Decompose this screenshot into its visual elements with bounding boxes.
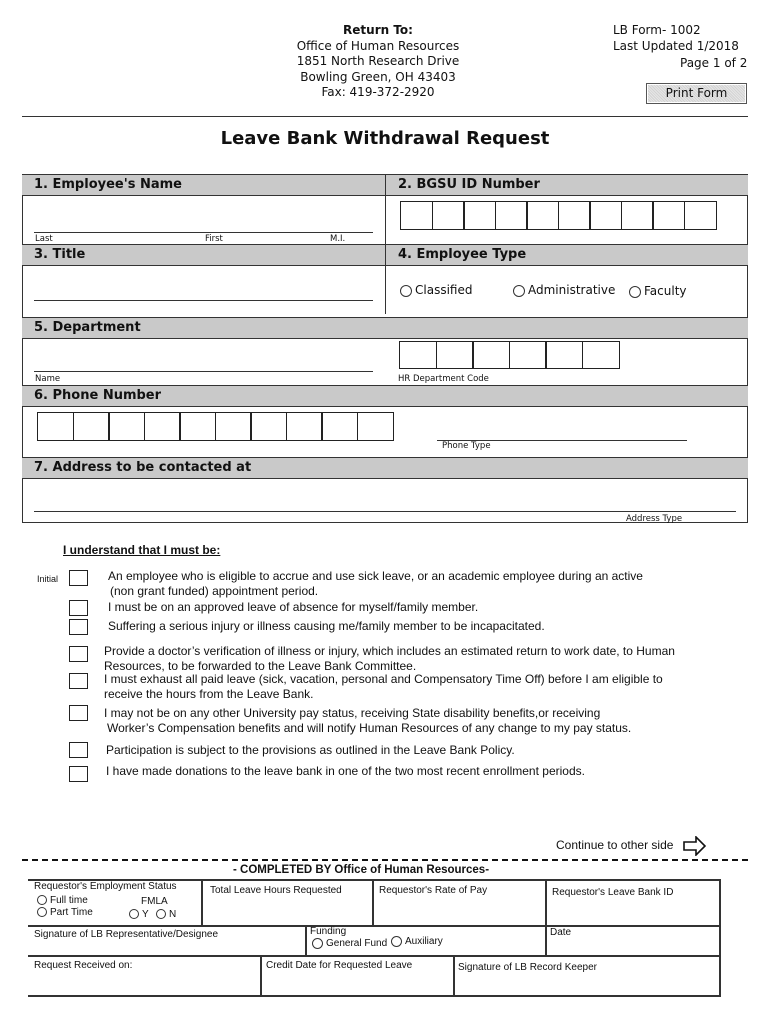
initial-checkbox[interactable] <box>69 766 88 782</box>
initial-checkbox[interactable] <box>69 619 88 635</box>
general-fund-option[interactable]: General Fund <box>312 938 387 950</box>
phone-digit-box[interactable] <box>73 412 110 441</box>
id-digit-box[interactable] <box>652 201 685 230</box>
hr-department-code-label: HR Department Code <box>398 374 489 384</box>
statement-item: An employee who is eligible to accrue and use sick leave, or an academic employee during an active (non grant funded) appointment period. <box>108 569 643 598</box>
code-digit-box[interactable] <box>509 341 547 369</box>
credit-date-label: Credit Date for Requested Leave <box>266 960 413 971</box>
office-table-bottom <box>28 995 720 997</box>
form-id: LB Form- 1002 <box>613 23 701 37</box>
radio-icon[interactable] <box>312 938 323 949</box>
id-digit-box[interactable] <box>463 201 496 230</box>
office-table-col <box>453 956 455 997</box>
signature-keeper-label: Signature of LB Record Keeper <box>458 962 597 973</box>
phone-digit-box[interactable] <box>144 412 181 441</box>
department-name-label: Name <box>35 374 61 384</box>
statement-item: Suffering a serious injury or illness causing me/family member to be incapacitated. <box>108 619 545 633</box>
code-digit-box[interactable] <box>399 341 437 369</box>
statement-item: I may not be on any other University pay status, receiving State disability benefits,or receiving Worker’s Compensation benefits and will notify Human Resources of any change to my pay status. <box>104 706 632 735</box>
phone-digit-box[interactable] <box>179 412 216 441</box>
initial-checkbox[interactable] <box>69 600 88 616</box>
fmla-no-option[interactable]: N <box>156 909 176 921</box>
understand-heading: I understand that I must be: <box>63 543 221 557</box>
id-digit-box[interactable] <box>558 201 591 230</box>
radio-icon[interactable] <box>513 285 525 297</box>
funding-label: Funding <box>310 926 347 937</box>
last-updated: Last Updated 1/2018 <box>613 39 739 53</box>
office-table-col <box>260 956 262 997</box>
section-department: 5. Department <box>22 317 748 339</box>
section-address: 7. Address to be contacted at <box>22 457 748 479</box>
id-digit-box[interactable] <box>589 201 622 230</box>
id-digit-box[interactable] <box>684 201 717 230</box>
first-name-label: First <box>205 234 223 244</box>
phone-digit-box[interactable] <box>321 412 358 441</box>
statement-item: Provide a doctor’s verification of illness or injury, which includes an estimated return to work date, to Human Resources, to be forwarded to the Leave Bank Committee. <box>104 644 675 673</box>
statement-item: I have made donations to the leave bank in one of the two most recent enrollment periods. <box>106 764 585 778</box>
last-name-label: Last <box>35 234 53 244</box>
hr-department-code-input[interactable] <box>399 341 618 369</box>
header-divider <box>22 116 748 117</box>
phone-digit-box[interactable] <box>286 412 323 441</box>
phone-digit-box[interactable] <box>357 412 394 441</box>
office-table-row1 <box>28 925 720 927</box>
initial-checkbox[interactable] <box>69 570 88 586</box>
code-digit-box[interactable] <box>582 341 620 369</box>
section-bgsu-id: 2. BGSU ID Number <box>385 174 748 196</box>
bgsu-id-input[interactable] <box>400 201 715 230</box>
total-hours-label: Total Leave Hours Requested <box>210 885 342 896</box>
fax-line: Fax: 419-372-2920 <box>321 85 435 99</box>
signature-rep-label: Signature of LB Representative/Designee <box>34 929 219 940</box>
employee-type-administrative[interactable]: Administrative <box>513 283 615 297</box>
phone-number-input[interactable] <box>37 412 392 441</box>
initial-checkbox[interactable] <box>69 646 88 662</box>
initial-checkbox[interactable] <box>69 705 88 721</box>
title-field[interactable] <box>34 300 373 301</box>
radio-icon[interactable] <box>629 286 641 298</box>
radio-icon[interactable] <box>37 907 47 917</box>
fmla-label: FMLA <box>141 896 168 907</box>
section-employee-type: 4. Employee Type <box>385 244 748 266</box>
id-digit-box[interactable] <box>495 201 528 230</box>
cut-line <box>22 859 748 861</box>
department-name-field[interactable] <box>34 371 373 372</box>
address-line: 1851 North Research Drive <box>296 54 460 68</box>
statement-item: I must exhaust all paid leave (sick, vacation, personal and Compensatory Time Off) before I am eligible to receive the hours from the Leave Bank. <box>104 672 663 701</box>
section-employee-name: 1. Employee's Name <box>22 174 385 196</box>
middle-initial-label: M.I. <box>330 234 346 244</box>
leave-bank-id-label: Requestor's Leave Bank ID <box>552 887 674 898</box>
radio-icon[interactable] <box>37 895 47 905</box>
page-number: Page 1 of 2 <box>680 56 748 70</box>
phone-digit-box[interactable] <box>108 412 145 441</box>
code-digit-box[interactable] <box>545 341 583 369</box>
address-line: Office of Human Resources <box>296 38 460 53</box>
statement-item: Participation is subject to the provisions as outlined in the Leave Bank Policy. <box>106 743 515 757</box>
address-line: Bowling Green, OH 43403 <box>300 69 456 84</box>
employee-type-faculty[interactable]: Faculty <box>629 284 687 298</box>
office-table-right <box>719 879 721 997</box>
code-digit-box[interactable] <box>436 341 474 369</box>
office-table-col <box>545 879 547 956</box>
phone-digit-box[interactable] <box>37 412 74 441</box>
office-table-col <box>305 926 307 956</box>
arrow-right-icon <box>683 836 707 856</box>
part-time-option[interactable]: Part Time <box>37 907 93 919</box>
radio-icon[interactable] <box>400 285 412 297</box>
date-label: Date <box>550 927 572 938</box>
initial-label: Initial <box>37 574 59 584</box>
section-title: 3. Title <box>22 244 385 266</box>
id-digit-box[interactable] <box>432 201 465 230</box>
radio-icon[interactable] <box>156 909 166 919</box>
phone-type-label: Phone Type <box>442 441 491 451</box>
address-field[interactable] <box>34 511 736 512</box>
radio-icon[interactable] <box>391 936 402 947</box>
id-digit-box[interactable] <box>526 201 559 230</box>
rate-of-pay-label: Requestor's Rate of Pay <box>379 885 488 896</box>
id-digit-box[interactable] <box>400 201 433 230</box>
id-digit-box[interactable] <box>621 201 654 230</box>
fmla-yes-option[interactable]: Y <box>129 909 149 921</box>
received-on-label: Request Received on: <box>34 960 133 971</box>
office-table-col <box>201 879 203 926</box>
office-table-row2 <box>28 955 720 957</box>
phone-digit-box[interactable] <box>250 412 287 441</box>
return-to-label: Return To: <box>343 23 413 37</box>
continue-label: Continue to other side <box>556 838 674 852</box>
employment-status-label: Requestor's Employment Status <box>34 881 177 892</box>
return-address <box>278 23 478 101</box>
office-heading: - COMPLETED BY Office of Human Resources- <box>233 864 490 876</box>
employee-name-field[interactable] <box>34 232 373 233</box>
initial-checkbox[interactable] <box>69 673 88 689</box>
employee-type-classified[interactable]: Classified <box>400 283 472 297</box>
address-type-label: Address Type <box>626 514 683 524</box>
print-form-button[interactable]: Print Form <box>646 83 747 104</box>
code-digit-box[interactable] <box>472 341 510 369</box>
section-phone-number: 6. Phone Number <box>22 385 748 407</box>
initial-checkbox[interactable] <box>69 742 88 758</box>
phone-digit-box[interactable] <box>215 412 252 441</box>
radio-icon[interactable] <box>129 909 139 919</box>
statement-item: I must be on an approved leave of absence for myself/family member. <box>108 600 479 614</box>
office-table-col <box>372 879 374 926</box>
page-title: Leave Bank Withdrawal Request <box>220 128 550 149</box>
auxiliary-option[interactable]: Auxiliary <box>391 936 443 948</box>
full-time-option[interactable]: Full time <box>37 895 88 907</box>
